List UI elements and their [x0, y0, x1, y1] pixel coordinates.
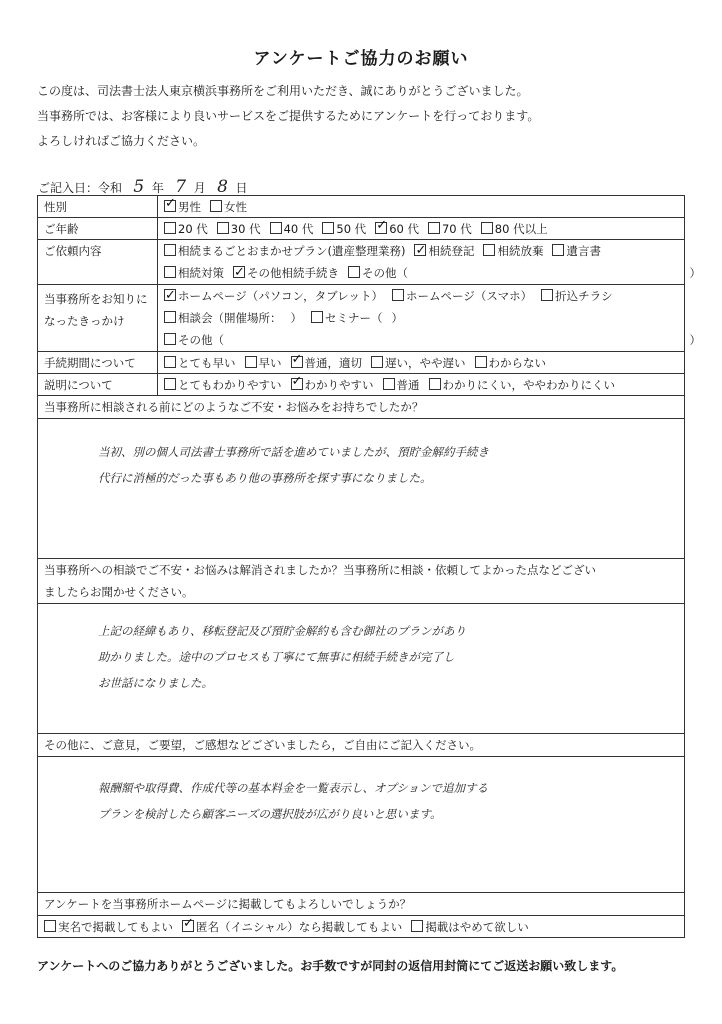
option-0[interactable]: [44, 919, 173, 935]
q2-question: [38, 559, 685, 604]
checkbox-checked-icon[interactable]: [164, 200, 176, 212]
option-1[interactable]: [217, 221, 261, 237]
explanation-options: [158, 374, 685, 396]
option-2[interactable]: [348, 262, 408, 284]
checkbox-checked-icon[interactable]: [414, 244, 426, 256]
age-label: ご年齢: [38, 218, 158, 240]
page-title: アンケートご協力のお願い: [253, 49, 469, 69]
checkbox-icon[interactable]: [217, 222, 229, 234]
option-2[interactable]: [270, 221, 314, 237]
q2-question-line-1: 当事務所への相談でご不安・お悩みは解消されましたか？当事務所に相談・依頼してよかった点などござい: [44, 563, 596, 577]
request-line-2-options: [164, 266, 417, 280]
option-label: 折込チラシ: [555, 289, 613, 303]
checkbox-icon[interactable]: [383, 378, 395, 390]
period-options: [158, 352, 685, 374]
q2-answer-line-1: 上記の経緯もあり、移転登記及び預貯金解約も含む御社のプランがあり: [98, 624, 466, 638]
option-1[interactable]: [291, 307, 303, 329]
row-q2-answer: [38, 604, 685, 734]
intro-line-3: よろしければご協力ください。: [37, 134, 206, 148]
q4-options: [38, 916, 685, 938]
option-4[interactable]: [375, 221, 419, 237]
option-label: 掲載はやめて欲しい: [425, 919, 529, 934]
row-source: [38, 285, 685, 352]
source-line-2: [164, 307, 678, 329]
checkbox-icon[interactable]: [164, 244, 176, 256]
option-3[interactable]: [322, 221, 366, 237]
checkbox-icon[interactable]: [428, 222, 440, 234]
option-label: 男性: [178, 199, 201, 214]
row-q2-question: [38, 559, 685, 604]
source-line-3: [164, 329, 701, 351]
option-1[interactable]: [210, 199, 247, 215]
option-label: 80 代以上: [494, 221, 548, 236]
option-0[interactable]: [164, 355, 236, 371]
date-year-unit: 年: [151, 181, 164, 195]
option-3[interactable]: [429, 377, 616, 393]
option-label: 30 代: [230, 221, 261, 236]
checkbox-checked-icon[interactable]: [291, 356, 303, 368]
option-label: 相続登記: [428, 244, 475, 258]
checkbox-icon[interactable]: [541, 289, 553, 301]
option-0[interactable]: [164, 240, 405, 262]
option-label: 相続まるごとおまかせプラン(遺産整理業務): [178, 244, 406, 258]
source-options: [158, 285, 701, 352]
source-other-close: ）: [689, 333, 701, 347]
option-2[interactable]: [311, 307, 383, 329]
q1-answer[interactable]: [38, 419, 685, 559]
row-period: [38, 352, 685, 374]
option-2[interactable]: [411, 919, 529, 935]
q1-answer-line-2: 代行に消極的だった事もあり他の事務所を探す事になりました。: [98, 471, 432, 485]
source-line-1: [164, 285, 678, 307]
option-label: 60 代: [389, 221, 419, 236]
row-q1-question: [38, 396, 685, 419]
q2-question-line-2: ましたらお聞かせください。: [44, 585, 194, 599]
q1-answer-line-1: 当初、別の個人司法書士事務所で話を進めていましたが、預貯金解約手続き: [98, 445, 489, 459]
entry-date: [38, 177, 248, 197]
source-label-2: なったきっかけ: [44, 314, 125, 328]
survey-form: [37, 195, 701, 938]
option-2[interactable]: [383, 377, 420, 393]
option-2[interactable]: [291, 355, 363, 371]
option-1[interactable]: [392, 285, 532, 307]
option-0[interactable]: [164, 285, 383, 307]
date-month-unit: 月: [193, 181, 206, 195]
checkbox-checked-icon[interactable]: [375, 222, 387, 234]
checkbox-icon[interactable]: [44, 920, 56, 932]
checkbox-checked-icon[interactable]: [291, 378, 303, 390]
checkbox-icon[interactable]: [270, 222, 282, 234]
request-label: ご依頼内容: [38, 240, 158, 285]
period-label: 手続期間について: [38, 352, 158, 374]
checkbox-icon[interactable]: [164, 266, 176, 278]
checkbox-icon[interactable]: [164, 311, 176, 323]
row-explanation: [38, 374, 685, 396]
option-label: 匿名（イニシャル）なら掲載してもよい: [196, 919, 403, 934]
option-label: 40 代: [283, 221, 314, 236]
q2-answer-line-2: 助かりました。途中のプロセスも丁寧にて無事に相続手続きが完了し: [98, 650, 455, 664]
checkbox-icon[interactable]: [210, 200, 222, 212]
option-0[interactable]: [164, 329, 224, 351]
checkbox-icon[interactable]: [552, 244, 564, 256]
option-label: とてもわかりやすい: [178, 377, 282, 392]
option-label: 普通: [396, 377, 420, 392]
option-1[interactable]: [245, 355, 282, 371]
q3-answer[interactable]: [38, 757, 685, 893]
checkbox-icon[interactable]: [164, 356, 176, 368]
checkbox-icon[interactable]: [411, 920, 423, 932]
option-label: その他（: [178, 333, 224, 347]
row-q3-answer: [38, 757, 685, 893]
checkbox-icon[interactable]: [429, 378, 441, 390]
option-label: わからない: [488, 355, 546, 370]
explanation-label: 説明について: [38, 374, 158, 396]
row-q4-question: [38, 893, 685, 916]
option-1[interactable]: [291, 377, 374, 393]
request-other-close: ）: [689, 266, 701, 280]
intro-line-2: 当事務所では、お客様により良いサービスをご提供するためにアンケートを行っております。: [37, 109, 540, 123]
request-line-1: [164, 240, 678, 262]
option-label: わかりやすい: [304, 377, 374, 392]
checkbox-icon[interactable]: [481, 222, 493, 234]
option-0[interactable]: [164, 199, 201, 215]
option-label: ホームページ（パソコン，タブレット）: [178, 289, 384, 303]
q3-answer-line-1: 報酬額や取得費、作成代等の基本料金を一覧表示し、オプションで追加する: [98, 781, 488, 795]
option-3[interactable]: [392, 307, 404, 329]
checkbox-checked-icon[interactable]: [164, 289, 176, 301]
checkbox-icon[interactable]: [245, 356, 257, 368]
option-label: ホームページ（スマホ）: [406, 289, 533, 303]
option-label: 遺言書: [566, 244, 601, 258]
q3-answer-line-2: プランを検討したら顧客ニーズの選択肢が広がり良いと思います。: [98, 807, 442, 821]
date-year[interactable]: 5: [133, 177, 145, 197]
row-age: [38, 218, 685, 240]
option-1[interactable]: [182, 919, 402, 935]
option-2[interactable]: [483, 240, 543, 262]
option-0[interactable]: [164, 262, 224, 284]
option-2[interactable]: [541, 285, 613, 307]
checkbox-icon[interactable]: [164, 333, 176, 345]
checkbox-icon[interactable]: [475, 356, 487, 368]
gender-options: [158, 196, 685, 218]
q4-question: アンケートを当事務所ホームページに掲載してもよろしいでしょうか？: [38, 893, 685, 916]
row-q1-answer: [38, 419, 685, 559]
checkbox-icon[interactable]: [311, 311, 323, 323]
date-day[interactable]: 8: [217, 177, 228, 197]
footer-thanks: アンケートへのご協力ありがとうございました。お手数ですが同封の返信用封筒にてご返送お願い致します。: [37, 959, 624, 973]
q3-question: その他に、ご意見，ご要望，ご感想などございましたら，ご自由にご記入ください。: [38, 734, 685, 757]
option-3[interactable]: [552, 240, 601, 262]
option-3[interactable]: [371, 355, 466, 371]
option-label: 実名で掲載してもよい: [58, 919, 173, 934]
option-label: 20 代: [178, 221, 208, 236]
date-month[interactable]: 7: [175, 177, 187, 197]
option-label: 50 代: [336, 221, 367, 236]
row-request: [38, 240, 685, 285]
checkbox-icon[interactable]: [483, 244, 495, 256]
intro-line-1: この度は、司法書士法人東京横浜事務所をご利用いただき、誠にありがとうございました。: [37, 84, 529, 98]
option-label: 普通，適切: [304, 355, 362, 370]
age-options: [158, 218, 685, 240]
option-label: 相続対策: [178, 266, 224, 280]
date-label: ご記入日：令和: [38, 181, 123, 195]
request-line-2: [164, 262, 701, 284]
option-label: その他（: [362, 266, 408, 280]
option-label: 70 代: [441, 221, 472, 236]
option-label: 女性: [224, 199, 247, 214]
option-label: わかりにくい，ややわかりにくい: [442, 377, 615, 392]
request-options: [158, 240, 701, 285]
q1-question: 当事務所に相談される前にどのようなご不安・お悩みをお持ちでしたか？: [38, 396, 685, 419]
checkbox-icon[interactable]: [348, 266, 360, 278]
source-label-1: 当事務所をお知りに: [44, 292, 148, 306]
checkbox-checked-icon[interactable]: [233, 266, 245, 278]
checkbox-icon[interactable]: [322, 222, 334, 234]
option-label: 相談会（開催場所：: [178, 311, 282, 325]
option-0[interactable]: [164, 377, 282, 393]
gender-label: 性別: [38, 196, 158, 218]
checkbox-checked-icon[interactable]: [182, 920, 194, 932]
option-4[interactable]: [475, 355, 547, 371]
option-label: ）: [391, 311, 403, 325]
option-label: その他相続手続き: [247, 266, 339, 280]
checkbox-icon[interactable]: [371, 356, 383, 368]
option-1[interactable]: [414, 240, 474, 262]
option-label: ）: [290, 311, 302, 325]
option-0[interactable]: [164, 221, 208, 237]
option-label: セミナー（: [325, 311, 383, 325]
option-label: 遅い，やや遅い: [385, 355, 466, 370]
source-label: [38, 285, 158, 352]
row-gender: [38, 196, 685, 218]
option-1[interactable]: [233, 262, 339, 284]
q2-answer[interactable]: [38, 604, 685, 734]
checkbox-icon[interactable]: [392, 289, 404, 301]
option-label: とても早い: [178, 355, 236, 370]
q2-answer-line-3: お世話になりました。: [98, 676, 213, 690]
option-label: 相続放棄: [497, 244, 544, 258]
option-5[interactable]: [428, 221, 472, 237]
checkbox-icon[interactable]: [164, 222, 176, 234]
date-day-unit: 日: [235, 181, 248, 195]
option-0[interactable]: [164, 307, 282, 329]
option-label: 早い: [258, 355, 282, 370]
option-6[interactable]: [481, 221, 548, 237]
checkbox-icon[interactable]: [164, 378, 176, 390]
source-line-3-options: [164, 333, 233, 347]
row-q3-question: [38, 734, 685, 757]
row-q4-options: [38, 916, 685, 938]
